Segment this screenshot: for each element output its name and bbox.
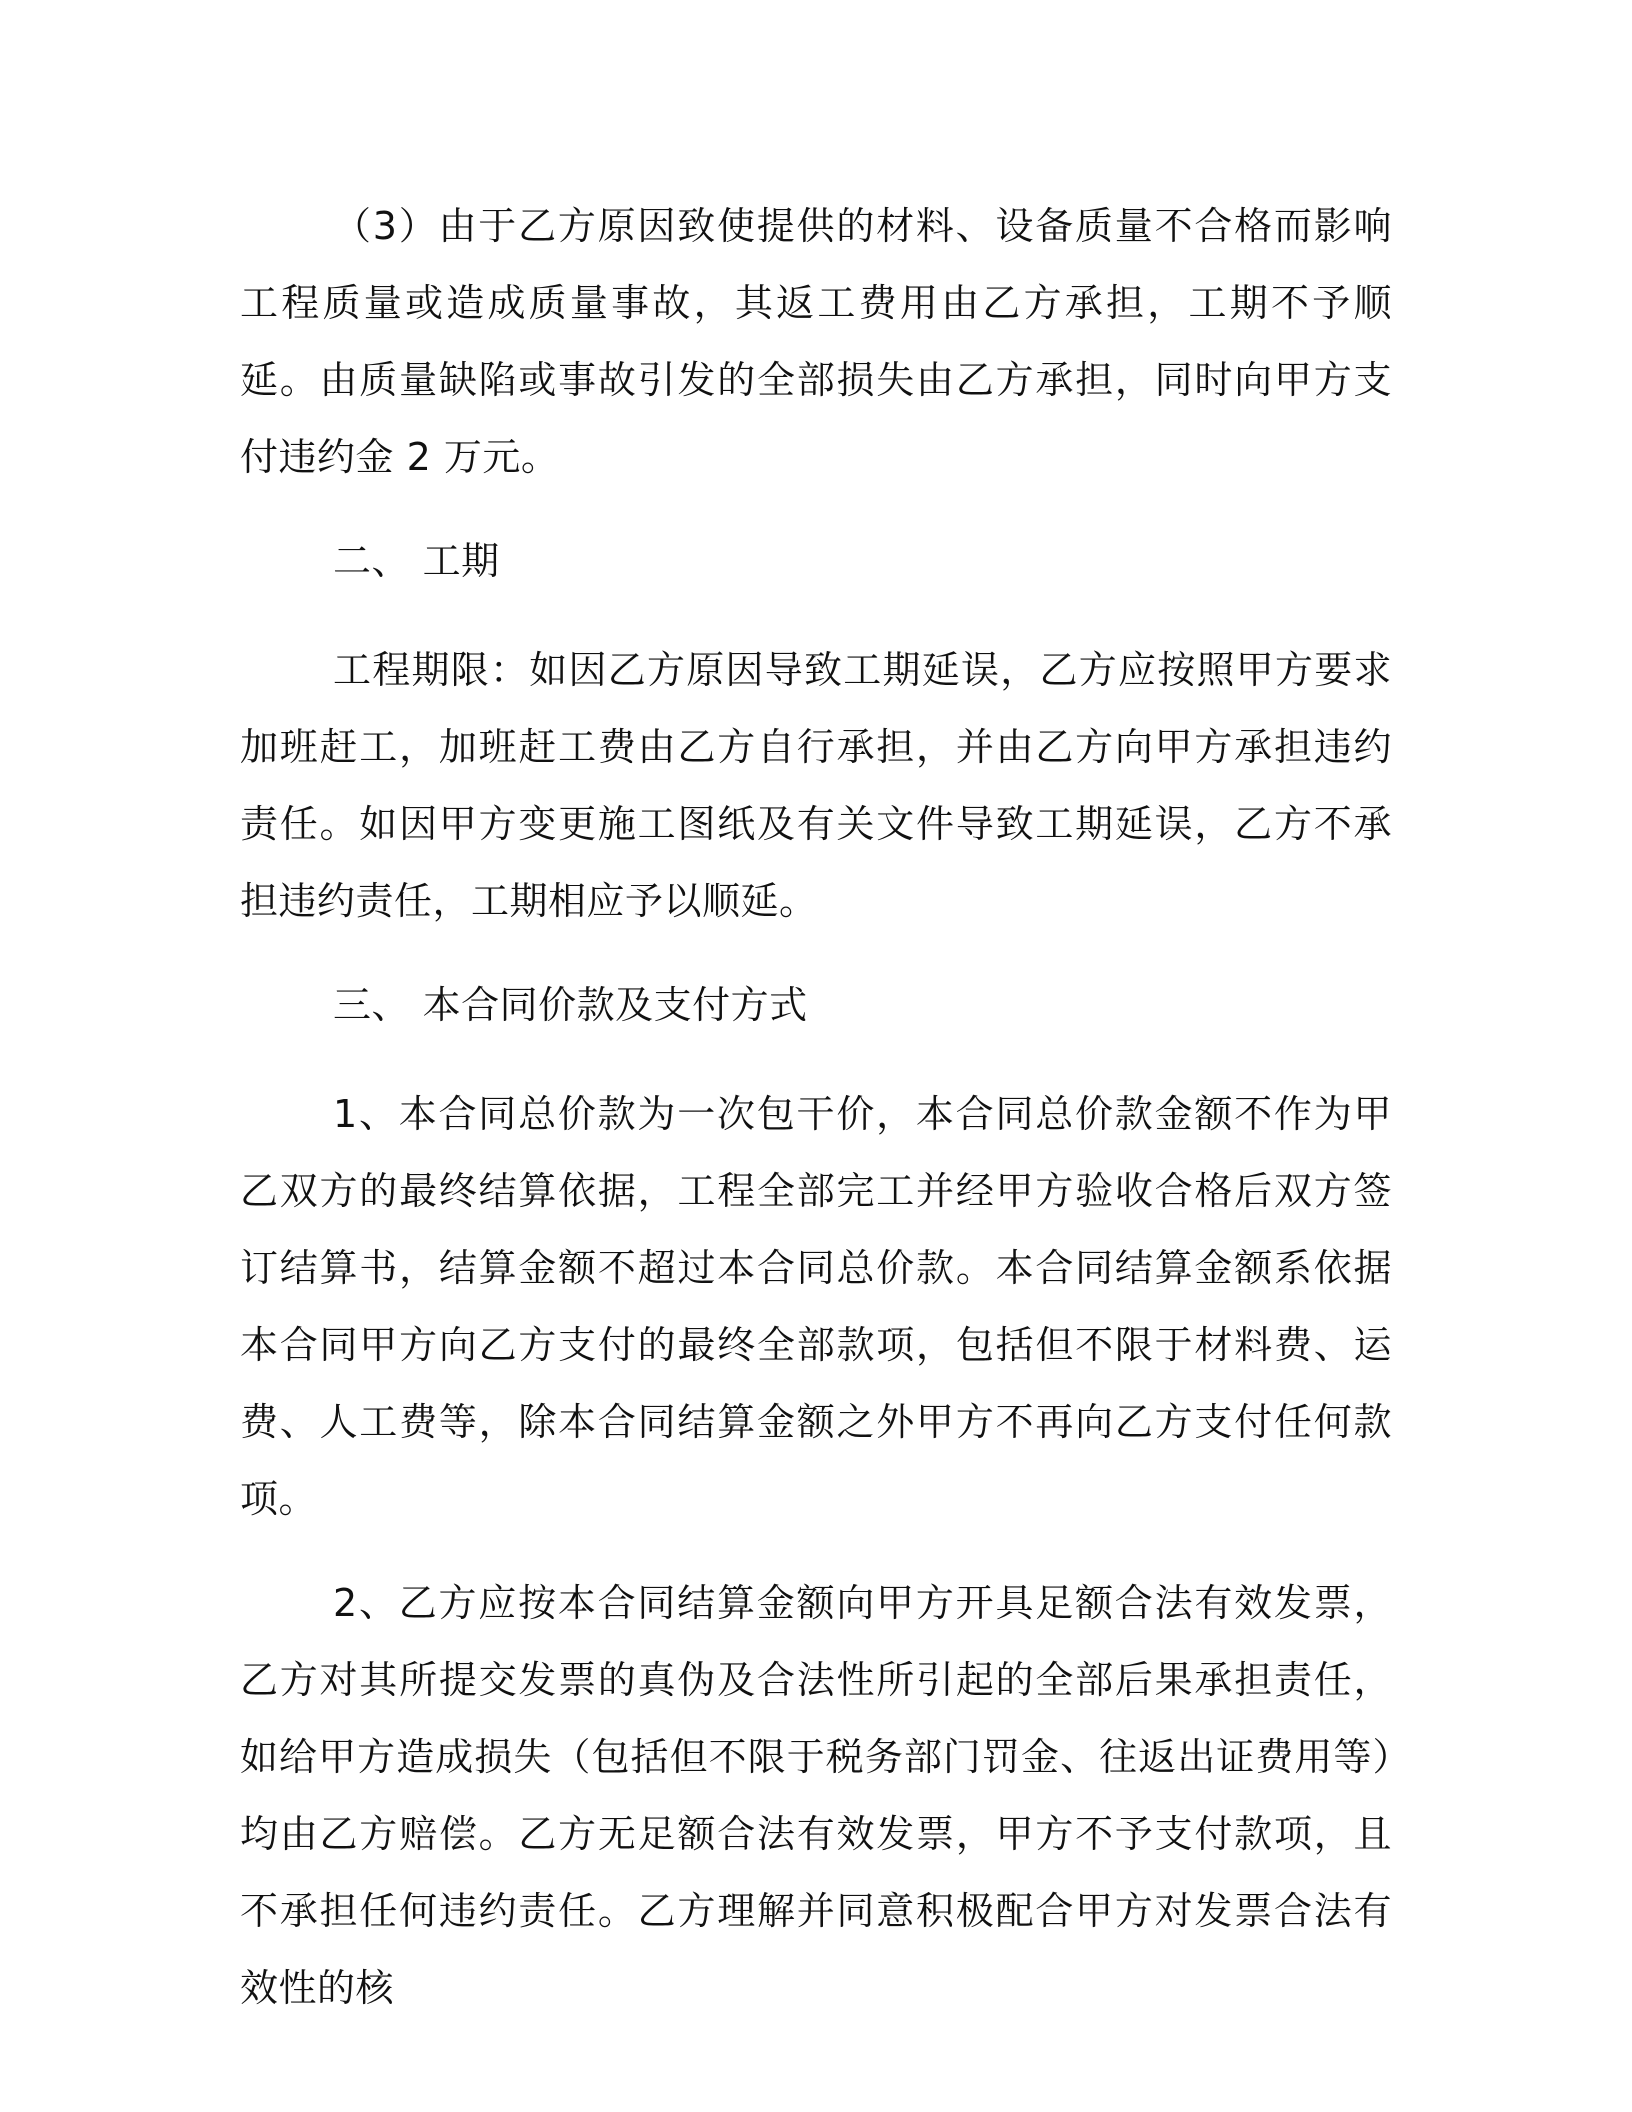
clause-3-quality-defects: （3）由于乙方原因致使提供的材料、设备质量不合格而影响工程质量或造成质量事故，其返工费用由乙方承担，工期不予顺延。由质量缺陷或事故引发的全部损失由乙方承担，同时向甲方支付违约金 2 万元。 bbox=[240, 204, 1392, 479]
payment-clause-1: 1、本合同总价款为一次包干价，本合同总价款金额不作为甲乙双方的最终结算依据，工程全部完工并经甲方验收合格后双方签订结算书，结算金额不超过本合同总价款。本合同结算金额系依据本合同甲方向乙方支付的最终全部款项，包括但不限于材料费、运费、人工费等，除本合同结算金额之外甲方不再向乙方支付任何款项。 bbox=[240, 1092, 1392, 1521]
payment-clause-2: 2、乙方应按本合同结算金额向甲方开具足额合法有效发票，乙方对其所提交发票的真伪及合法性所引起的全部后果承担责任，如给甲方造成损失（包括但不限于税务部门罚金、往返出证费用等）均由乙方赔偿。乙方无足额合法有效发票，甲方不予支付款项，且不承担任何违约责任。乙方理解并同意积极配合甲方对发票合法有效性的核 bbox=[240, 1581, 1392, 2010]
schedule-delay-paragraph: 工程期限：如因乙方原因导致工期延误，乙方应按照甲方要求加班赶工，加班赶工费由乙方自行承担，并由乙方向甲方承担违约责任。如因甲方变更施工图纸及有关文件导致工期延误，乙方不承担违约责任，工期相应予以顺延。 bbox=[240, 648, 1392, 923]
document-body bbox=[240, 188, 1392, 2054]
section-heading-price-payment: 三、 本合同价款及支付方式 bbox=[333, 983, 808, 1027]
section-heading-schedule: 二、 工期 bbox=[333, 539, 500, 583]
